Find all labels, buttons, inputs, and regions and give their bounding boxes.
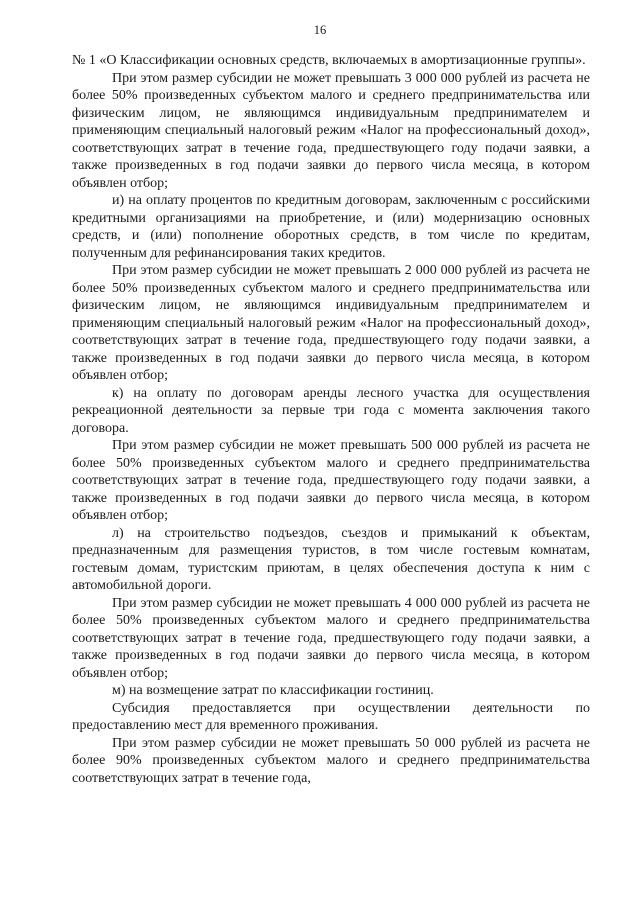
paragraph-subsidy-limit-50000: При этом размер субсидии не может превышать 50 000 рублей из расчета не более 90% произведенных субъектом малого и среднего предпринимательства соответствующих затрат в течение года,	[72, 735, 590, 786]
paragraph-subsidy-limit-4000000: При этом размер субсидии не может превышать 4 000 000 рублей из расчета не более 50% произведенных субъектом малого и среднего предпринимательства соответствующих затрат в течение года, предшествующего году подачи заявки, а также произведенных в год подачи заявки до первого числа месяца, в котором объявлен отбор;	[72, 595, 590, 681]
paragraph-subsidy-limit-500000: При этом размер субсидии не может превышать 500 000 рублей из расчета не более 50% произведенных субъектом малого и среднего предпринимательства соответствующих затрат в течение года, предшествующего году подачи заявки, а также произведенных в год подачи заявки до первого числа месяца, в котором объявлен отбор;	[72, 438, 590, 523]
paragraph-item-l: л) на строительство подъездов, съездов и примыканий к объектам, предназначенным для размещения туристов, в том числе гостевым комнатам, гостевым домам, туристским приютам, в целях обеспечения доступа к ним с автомобильной дороги.	[72, 525, 590, 593]
paragraph-subsidy-condition: Субсидия предоставляется при осуществлении деятельности по предоставлению мест для временного проживания.	[72, 700, 590, 733]
page-number: 16	[313, 23, 327, 37]
paragraph-item-i: и) на оплату процентов по кредитным договорам, заключенным с российскими кредитными организациями на приобретение, и (или) модернизацию основных средств, и (или) пополнение оборотных средств, в том числе по кредитам, полученным для рефинансирования таких кредитов.	[72, 193, 590, 261]
paragraph-subsidy-limit-3000000: При этом размер субсидии не может превышать 3 000 000 рублей из расчета не более 50% произведенных субъектом малого и среднего предпринимательства или физическим лицом, не являющимся индивидуальным предпринимателем и применяющим специальный налоговый режим «Налог на профессиональный доход», соответствующих затрат в течение года, предшествующего году подачи заявки, а также произведенных в год подачи заявки до первого числа месяца, в котором объявлен отбор;	[72, 70, 590, 191]
paragraph-item-m: м) на возмещение затрат по классификации гостиниц.	[112, 683, 434, 698]
paragraph-item-k: к) на оплату по договорам аренды лесного участка для осуществления рекреационной деятельности за первые три года с момента заключения такого договора.	[72, 385, 590, 436]
paragraph-subsidy-limit-2000000: При этом размер субсидии не может превышать 2 000 000 рублей из расчета не более 50% произведенных субъектом малого и среднего предпринимательства или физическим лицом, не являющимся индивидуальным предпринимателем и применяющим специальный налоговый режим «Налог на профессиональный доход», соответствующих затрат в течение года, предшествующего году подачи заявки, а также произведенных в год подачи заявки до первого числа месяца, в котором объявлен отбор;	[72, 263, 590, 383]
paragraph-continuation: № 1 «О Классификации основных средств, включаемых в амортизационные группы».	[72, 53, 586, 68]
document-body	[72, 52, 590, 787]
